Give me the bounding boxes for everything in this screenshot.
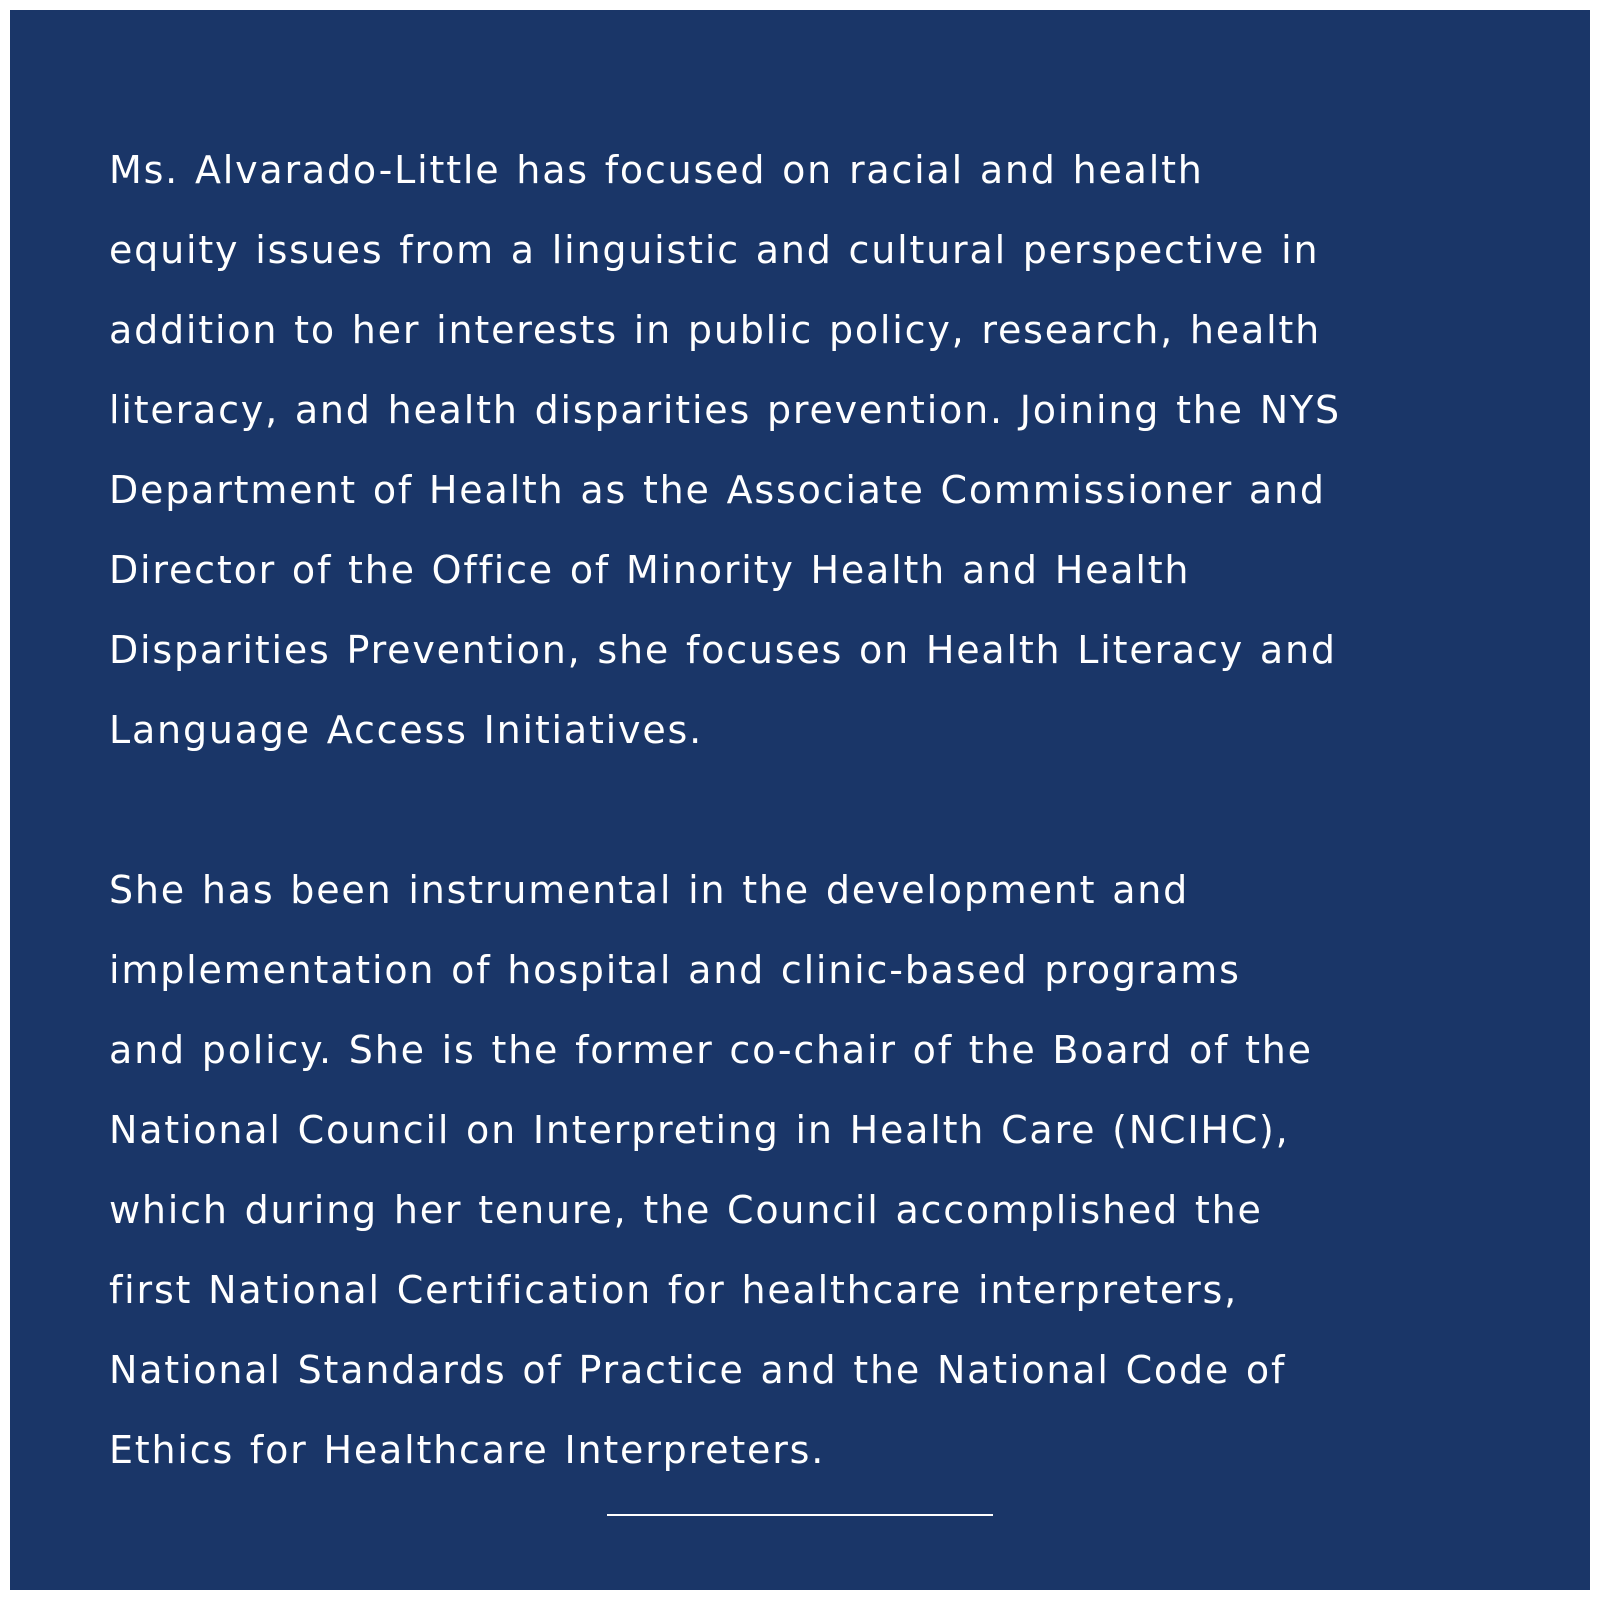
divider-line	[607, 1514, 993, 1516]
bio-panel	[10, 10, 1590, 1590]
paragraph-2-line: She has been instrumental in the development and	[109, 868, 1190, 912]
paragraph-1-line: Department of Health as the Associate Commissioner and	[109, 468, 1326, 512]
paragraph-1-line: Director of the Office of Minority Health and Health	[109, 548, 1191, 592]
paragraph-1-line: Ms. Alvarado-Little has focused on racial and health	[109, 148, 1204, 192]
paragraph-2-line: which during her tenure, the Council accomplished the	[109, 1188, 1263, 1232]
paragraph-1-line: literacy, and health disparities prevention. Joining the NYS	[109, 388, 1341, 432]
paragraph-1-line: equity issues from a linguistic and cultural perspective in	[109, 228, 1320, 272]
bio-text	[109, 130, 1509, 1490]
paragraph-1-line: addition to her interests in public policy, research, health	[109, 308, 1322, 352]
paragraph-1-line: Disparities Prevention, she focuses on Health Literacy and	[109, 628, 1337, 672]
paragraph-2-line: first National Certification for healthcare interpreters,	[109, 1268, 1238, 1312]
paragraph-1	[109, 130, 1509, 770]
paragraph-2-line: Ethics for Healthcare Interpreters.	[109, 1428, 826, 1472]
paragraph-2	[109, 850, 1509, 1490]
paragraph-2-line: implementation of hospital and clinic-based programs	[109, 948, 1241, 992]
paragraph-2-line: National Council on Interpreting in Health Care (NCIHC),	[109, 1108, 1290, 1152]
paragraph-2-line: National Standards of Practice and the National Code of	[109, 1348, 1287, 1392]
paragraph-2-line: and policy. She is the former co-chair of the Board of the	[109, 1028, 1313, 1072]
paragraph-1-line: Language Access Initiatives.	[109, 708, 703, 752]
paragraph-gap	[109, 770, 1509, 850]
